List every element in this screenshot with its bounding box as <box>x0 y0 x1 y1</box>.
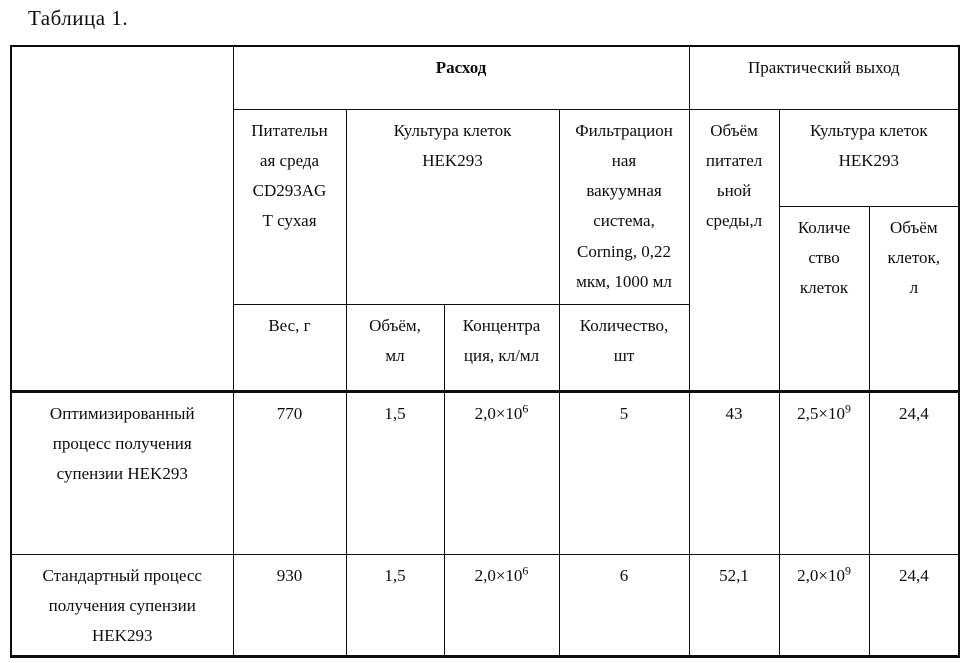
column-group-expense: Расход <box>233 46 689 109</box>
cell-medium-volume: 52,1 <box>689 554 779 656</box>
concentration-exponent: 6 <box>522 562 529 577</box>
cell-count-exponent: 9 <box>844 562 851 577</box>
header-volume-ml: Объём, мл <box>346 304 444 391</box>
concentration-exponent: 6 <box>522 400 529 415</box>
row-label: Оптимизированный процесс получения супензии HEK293 <box>11 391 233 554</box>
header-cell-quantity: Количе ство клеток <box>779 206 869 391</box>
table-caption: Таблица 1. <box>28 6 129 30</box>
cell-volume-ml: 1,5 <box>346 554 444 656</box>
process-comparison-table <box>10 45 960 658</box>
header-medium-volume: Объём питател ьной среды,л <box>689 109 779 391</box>
row-label: Стандартный процесс получения супензии HEK293 <box>11 554 233 656</box>
concentration-mantissa: 2,0×10 <box>474 403 523 423</box>
header-nutrient-medium: Питательн ая среда CD293AG Т сухая <box>233 109 346 304</box>
table-row-standard-process <box>11 554 959 656</box>
cell-count-mantissa: 2,0×10 <box>797 565 845 585</box>
cell-volume-ml: 1,5 <box>346 391 444 554</box>
corner-cell <box>11 46 233 391</box>
column-group-yield: Практический выход <box>689 46 959 109</box>
header-cell-volume: Объём клеток, л <box>869 206 959 391</box>
cell-filter-qty: 5 <box>559 391 689 554</box>
header-row-groups <box>11 46 959 109</box>
cell-count-exponent: 9 <box>844 400 851 415</box>
cell-cell-volume: 24,4 <box>869 554 959 656</box>
cell-concentration <box>444 391 559 554</box>
concentration-mantissa: 2,0×10 <box>474 565 523 585</box>
header-cell-culture-expense: Культура клеток HEK293 <box>346 109 559 304</box>
header-concentration: Концентра ция, кл/мл <box>444 304 559 391</box>
cell-count-mantissa: 2,5×10 <box>797 403 845 423</box>
cell-weight: 930 <box>233 554 346 656</box>
cell-medium-volume: 43 <box>689 391 779 554</box>
cell-weight: 770 <box>233 391 346 554</box>
cell-cell-count <box>779 391 869 554</box>
table-row-optimized-process <box>11 391 959 554</box>
cell-cell-volume: 24,4 <box>869 391 959 554</box>
header-cell-culture-yield: Культура клеток HEK293 <box>779 109 959 206</box>
header-filtration-system: Фильтрацион ная вакуумная система, Corning, 0,22 мкм, 1000 мл <box>559 109 689 304</box>
cell-cell-count <box>779 554 869 656</box>
header-quantity-pcs: Количество, шт <box>559 304 689 391</box>
cell-concentration <box>444 554 559 656</box>
header-weight: Вес, г <box>233 304 346 391</box>
cell-filter-qty: 6 <box>559 554 689 656</box>
